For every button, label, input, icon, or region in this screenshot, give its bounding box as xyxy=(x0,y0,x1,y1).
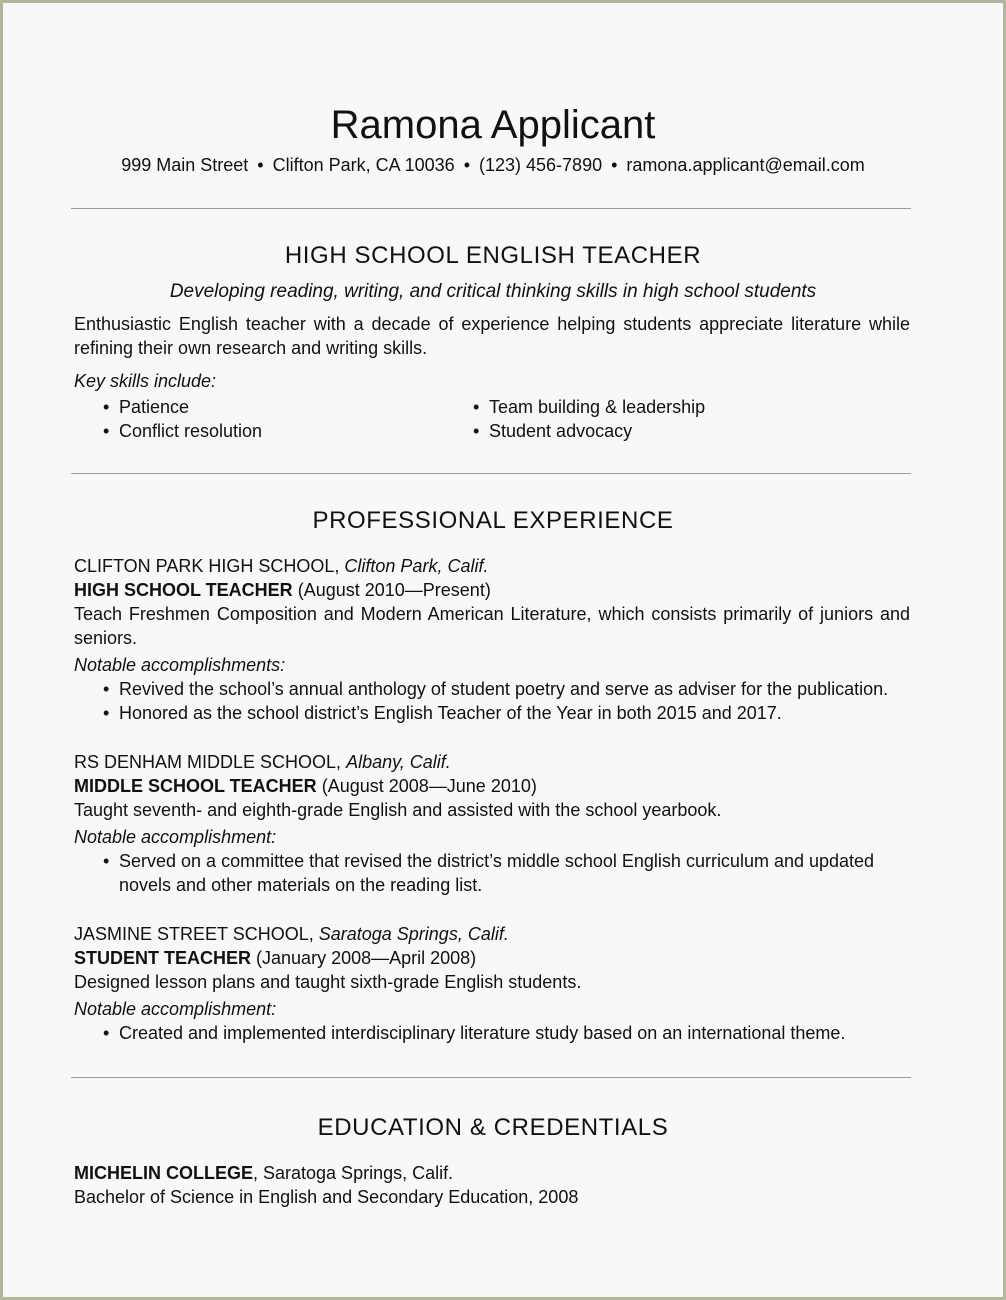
accomplishments-label: Notable accomplishment: xyxy=(74,827,277,847)
contact-street: 999 Main Street xyxy=(121,155,249,175)
skill-item: • Conflict resolution xyxy=(74,419,454,443)
accomplishments-list xyxy=(74,849,884,897)
education-college: MICHELIN COLLEGE xyxy=(74,1163,253,1183)
job-entry xyxy=(74,554,910,725)
section-divider xyxy=(71,208,911,209)
contact-email: ramona.applicant@email.com xyxy=(626,155,865,175)
job-title-line xyxy=(74,946,910,970)
skill-item: • Patience xyxy=(74,395,454,419)
skill-item: • Team building & leadership xyxy=(444,395,824,419)
job-title-line xyxy=(74,774,910,798)
job-dates: (August 2008—June 2010) xyxy=(321,776,537,796)
contact-line xyxy=(3,154,983,176)
summary-text: Enthusiastic English teacher with a decade of experience helping students appreciate literature while refining their own research and writing skills. xyxy=(74,314,910,358)
job-employer xyxy=(74,922,910,946)
contact-separator: • xyxy=(463,155,470,175)
accomplishment-item: • Served on a committee that revised the district’s middle school English curriculum and updated novels and other materials on the reading list. xyxy=(74,849,884,897)
education-degree: Bachelor of Science in English and Secondary Education, 2008 xyxy=(74,1187,579,1207)
skills-column-left xyxy=(74,395,454,443)
job-school: CLIFTON PARK HIGH SCHOOL, xyxy=(74,556,340,576)
accomplishment-item: • Honored as the school district’s English Teacher of the Year in both 2015 and 2017. xyxy=(74,701,910,725)
education-institution-line xyxy=(74,1161,910,1185)
resume-page xyxy=(3,3,1003,1297)
job-description: Taught seventh- and eighth-grade English and assisted with the school yearbook. xyxy=(74,800,722,820)
accomplishments-label: Notable accomplishment: xyxy=(74,999,277,1019)
contact-phone: (123) 456-7890 xyxy=(479,155,603,175)
summary-tagline: Developing reading, writing, and critical thinking skills in high school students xyxy=(169,281,817,302)
job-school: RS DENHAM MIDDLE SCHOOL, xyxy=(74,752,342,772)
job-description: Teach Freshmen Composition and Modern American Literature, which consists primarily of juniors and seniors. xyxy=(74,604,910,648)
applicant-name: Ramona Applicant xyxy=(330,103,656,147)
accomplishment-item: • Revived the school’s annual anthology of student poetry and serve as adviser for the publication. xyxy=(74,677,910,701)
accomplishments-list xyxy=(74,677,910,725)
accomplishment-item: • Created and implemented interdisciplinary literature study based on an international theme. xyxy=(74,1021,910,1045)
job-role: HIGH SCHOOL TEACHER xyxy=(74,580,293,600)
job-dates: (January 2008—April 2008) xyxy=(256,948,477,968)
contact-separator: • xyxy=(611,155,618,175)
job-description: Designed lesson plans and taught sixth-grade English students. xyxy=(74,972,582,992)
job-location: Albany, Calif. xyxy=(346,752,451,772)
education-title: EDUCATION & CREDENTIALS xyxy=(317,1114,669,1141)
contact-city: Clifton Park, CA 10036 xyxy=(272,155,455,175)
skills-column-right xyxy=(444,395,824,443)
job-employer xyxy=(74,554,910,578)
education-entry xyxy=(74,1161,910,1209)
accomplishments-label: Notable accomplishments: xyxy=(74,655,286,675)
accomplishments-list xyxy=(74,1021,910,1045)
job-role: STUDENT TEACHER xyxy=(74,948,252,968)
section-divider xyxy=(71,473,911,474)
skill-item: • Student advocacy xyxy=(444,419,824,443)
job-entry xyxy=(74,922,910,1045)
job-employer xyxy=(74,750,910,774)
education-location: , Saratoga Springs, Calif. xyxy=(253,1163,454,1183)
experience-title: PROFESSIONAL EXPERIENCE xyxy=(312,507,674,534)
job-role: MIDDLE SCHOOL TEACHER xyxy=(74,776,317,796)
job-location: Clifton Park, Calif. xyxy=(344,556,489,576)
summary-title: HIGH SCHOOL ENGLISH TEACHER xyxy=(284,242,702,269)
job-dates: (August 2010—Present) xyxy=(297,580,491,600)
job-title-line xyxy=(74,578,910,602)
job-school: JASMINE STREET SCHOOL, xyxy=(74,924,314,944)
contact-separator: • xyxy=(257,155,264,175)
job-location: Saratoga Springs, Calif. xyxy=(318,924,509,944)
section-divider xyxy=(71,1077,911,1078)
skills-label: Key skills include: xyxy=(74,371,217,391)
job-entry xyxy=(74,750,910,897)
